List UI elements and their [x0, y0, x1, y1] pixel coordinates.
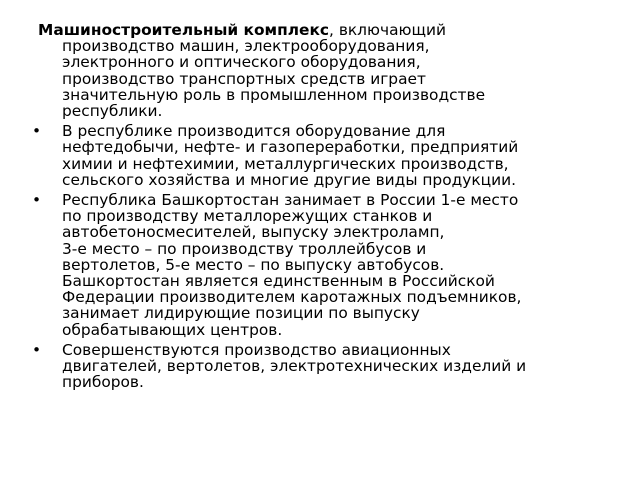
bullet-item-improvement [32, 340, 618, 392]
bullet-item-equipment [32, 122, 618, 189]
bullet-line: нефтедобычи, нефте- и газопереработки, предприятий [62, 138, 519, 157]
bullet-line: обрабатывающих центров. [62, 320, 283, 339]
bullet-line: приборов. [62, 373, 144, 392]
bullet-line: сельского хозяйства и многие другие виды продукции. [62, 170, 517, 189]
bullet-list [32, 21, 618, 394]
bullet-line: химии и нефтехимии, металлургических производств, [62, 154, 509, 173]
bullet-line: Федерации производителем каротажных подъемников, [62, 288, 522, 307]
bullet-dot-icon: • [32, 340, 42, 359]
intro-paragraph [38, 22, 618, 119]
bullet-dot-icon: • [32, 191, 42, 210]
intro-line: республики. [62, 102, 163, 121]
bullet-line: автобетоносмесителей, выпуску электроламп, [62, 223, 445, 242]
bullet-line: двигателей, вертолетов, электротехнических изделий и [62, 357, 527, 376]
intro-first-line-rest: , включающий [329, 21, 446, 39]
bullet-item-rankings [32, 191, 618, 339]
bullet-line: 3-е место – по производству троллейбусов и [62, 239, 427, 258]
intro-line: электронного и оптического оборудования, [62, 53, 421, 72]
bullet-line: Совершенствуются производство авиационных [62, 340, 451, 359]
intro-line: значительную роль в промышленном производстве [62, 85, 486, 104]
bullet-line: Башкортостан является единственным в Российской [62, 272, 495, 291]
intro-bold-term: Машиностроительный комплекс [38, 21, 330, 39]
bullet-line: В республике производится оборудование для [62, 122, 446, 141]
bullet-line: занимает лидирующие позиции по выпуску [62, 304, 420, 323]
bullet-line: Республика Башкортостан занимает в России 1-е место [62, 191, 519, 210]
bullet-line: вертолетов, 5-е место – по выпуску автобусов. [62, 255, 445, 274]
intro-line: производство транспортных средств играет [62, 69, 426, 88]
bullet-line: по производству металлорежущих станков и [62, 207, 433, 226]
bullet-dot-icon: • [32, 122, 42, 141]
intro-line: производство машин, электрооборудования, [62, 37, 430, 56]
